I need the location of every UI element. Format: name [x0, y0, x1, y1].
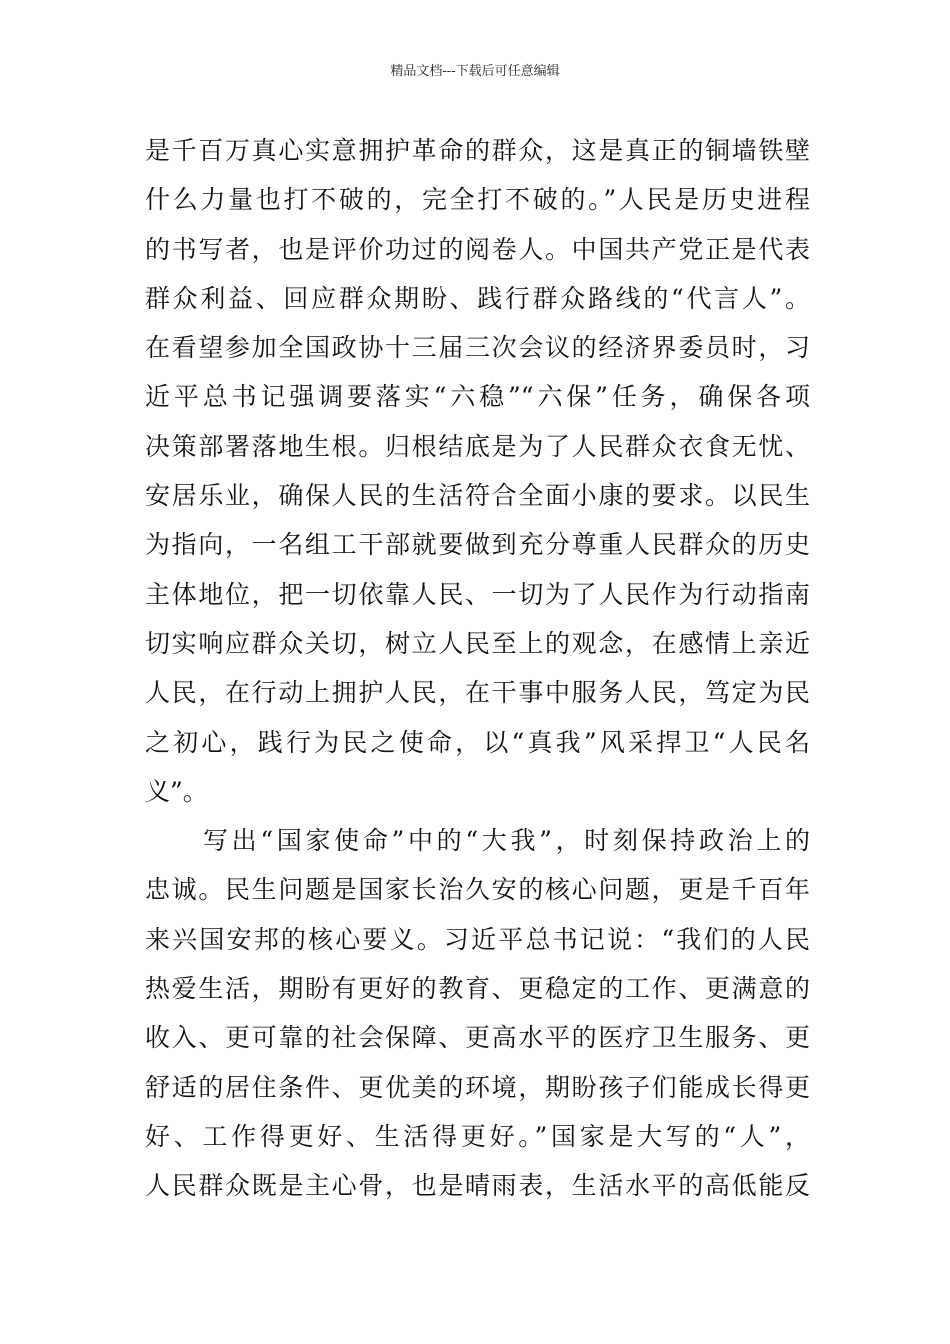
paragraph-line: 群众利益、回应群众期盼、践行群众路线的“代言人”。: [145, 283, 810, 313]
document-body: [145, 126, 810, 1211]
paragraph-line: 切实响应群众关切，树立人民至上的观念，在感情上亲近: [145, 628, 810, 658]
paragraph-line: 收入、更可靠的社会保障、更高水平的医疗卫生服务、更: [145, 1023, 810, 1053]
paragraph-line: 是千百万真心实意拥护革命的群众，这是真正的铜墙铁壁: [145, 136, 810, 165]
paragraph-line: 人民，在行动上拥护人民，在干事中服务人民，笃定为民: [145, 678, 810, 708]
paragraph-line: 人民群众既是主心骨，也是晴雨表，生活水平的高低能反: [145, 1171, 810, 1201]
paragraph-line: 之初心，践行为民之使命，以“真我”风采捍卫“人民名: [145, 727, 810, 757]
paragraph-line: 的书写者，也是评价功过的阅卷人。中国共产党正是代表: [145, 234, 810, 264]
page-header: 精品文档---下载后可任意编辑: [390, 64, 560, 79]
paragraph-line: 写出“国家使命”中的“大我”，时刻保持政治上的: [203, 826, 810, 856]
paragraph-line: 近平总书记强调要落实“六稳”“六保”任务，确保各项: [145, 382, 810, 412]
paragraph-line: 热爱生活，期盼有更好的教育、更稳定的工作、更满意的: [145, 974, 810, 1004]
paragraph-line: 忠诚。民生问题是国家长治久安的核心问题，更是千百年: [145, 875, 810, 905]
paragraph-line: 在看望参加全国政协十三届三次会议的经济界委员时，习: [145, 333, 810, 363]
paragraph-line: 什么力量也打不破的，完全打不破的。”人民是历史进程: [145, 185, 810, 215]
paragraph-1: [145, 126, 810, 816]
paragraph-line: 安居乐业，确保人民的生活符合全面小康的要求。以民生: [145, 481, 810, 511]
paragraph-line: 决策部署落地生根。归根结底是为了人民群众衣食无忧、: [145, 431, 810, 461]
paragraph-line: 为指向，一名组工干部就要做到充分尊重人民群众的历史: [145, 530, 810, 560]
paragraph-line: 好、工作得更好、生活得更好。”国家是大写的“人”，: [145, 1121, 810, 1151]
paragraph-line: 来兴国安邦的核心要义。习近平总书记说：“我们的人民: [145, 924, 810, 954]
paragraph-line: 舒适的居住条件、更优美的环境，期盼孩子们能成长得更: [145, 1072, 810, 1102]
paragraph-line: 义”。: [145, 776, 208, 806]
paragraph-line: 主体地位，把一切依靠人民、一切为了人民作为行动指南: [145, 579, 810, 609]
paragraph-2: [145, 816, 810, 1210]
